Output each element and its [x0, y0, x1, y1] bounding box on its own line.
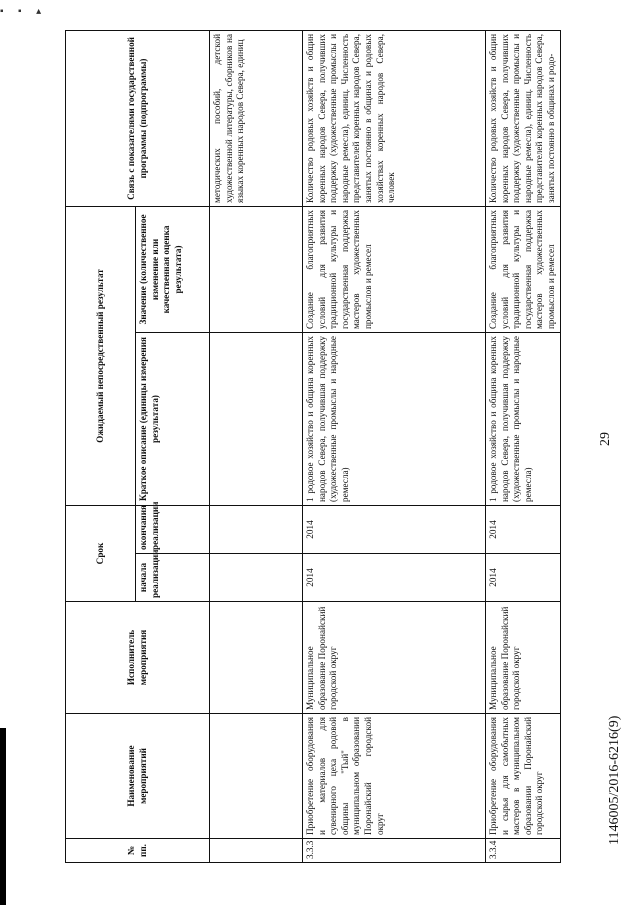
header-name: Наименование мероприятий — [66, 714, 210, 839]
cell-executor: Муниципальное образование Поронайский городской округ — [486, 602, 561, 714]
header-result-value: Значение (количественное изменение или качественная оценка результата) — [136, 206, 210, 332]
cell-name: Приобретение оборудования и материалов для сувенирного цеха родовой общины "Тый" в муниципальном образовании Поронайский городской округ — [303, 714, 486, 839]
header-num: № пп. — [66, 839, 210, 863]
cell-link: Количество родовых хозяйств и общин коренных народов Севера, получивших поддержку (художественные промыслы и народные ремесла), единиц. Численность представителей коренных народов Севера, занятых постоянно в общинах и родо- — [486, 30, 561, 206]
cell-link-continuation: методических пособий, детской художественной литературы, сборников на языках коренных народов Севера, единиц — [210, 30, 303, 206]
cell-name: Приобретение оборудования и сырья для самобытных мастеров в муниципальном образовании Поронайский городской округ — [486, 714, 561, 839]
header-term-start: начала реализации — [136, 554, 210, 602]
cell-end: 2014 — [303, 505, 486, 553]
continuation-row — [210, 30, 303, 862]
document-code: 1146005/2016-6216(9) — [607, 715, 622, 845]
header-result-desc: Краткое описание (единицы измерения результата) — [136, 332, 210, 505]
cell-executor: Муниципальное образование Поронайский городской округ — [303, 602, 486, 714]
cell-empty — [210, 332, 303, 505]
table-header-row — [66, 30, 136, 862]
header-term: Срок — [66, 505, 136, 601]
cell-empty — [210, 602, 303, 714]
cell-value: Создание благоприятных условий для развития традиционной культуры и государственная поддержка мастеров художественных промыслов и ремесел — [486, 206, 561, 332]
cell-empty — [210, 554, 303, 602]
cell-empty — [210, 839, 303, 863]
header-result: Ожидаемый непосредственный результат — [66, 206, 136, 505]
cell-start: 2014 — [486, 554, 561, 602]
cell-num: 3.3.3 — [303, 839, 486, 863]
scan-edge-bar — [0, 728, 6, 905]
table-row — [303, 30, 486, 862]
cell-end: 2014 — [486, 505, 561, 553]
cell-desc: 1 родовое хозяйство и община коренных народов Севера, получившая поддержку (художественные промыслы и народные ремесла) — [303, 332, 486, 505]
header-term-end: окончания реализации — [136, 505, 210, 553]
corner-marks: ▪ ▪ ▴ — [0, 6, 48, 17]
cell-link: Количество родовых хозяйств и общин коренных народов Севера, получивших поддержку (художественные промыслы и народные ремесла), единиц. Численность представителей коренных народов Севера, занятых постоянно в общинах и родовых хозяйствах коренных народов Севера, человек — [303, 30, 486, 206]
cell-desc: 1 родовое хозяйство и община коренных народов Севера, получившая поддержку (художественные промыслы и народные ремесла) — [486, 332, 561, 505]
cell-start: 2014 — [303, 554, 486, 602]
cell-value: Создание благоприятных условий для развития традиционной культуры и государственная поддержка мастеров художественных промыслов и ремесел — [303, 206, 486, 332]
header-link: Связь с показателями государственной программы (подпрограммы) — [66, 30, 210, 206]
cell-empty — [210, 206, 303, 332]
rotated-table-area — [65, 31, 558, 863]
cell-empty — [210, 714, 303, 839]
cell-num: 3.3.4 — [486, 839, 561, 863]
cell-empty — [210, 505, 303, 553]
table-row — [486, 30, 561, 862]
header-executor: Исполнитель мероприятия — [66, 602, 210, 714]
page-number: 29 — [598, 432, 613, 446]
events-table — [65, 30, 561, 863]
